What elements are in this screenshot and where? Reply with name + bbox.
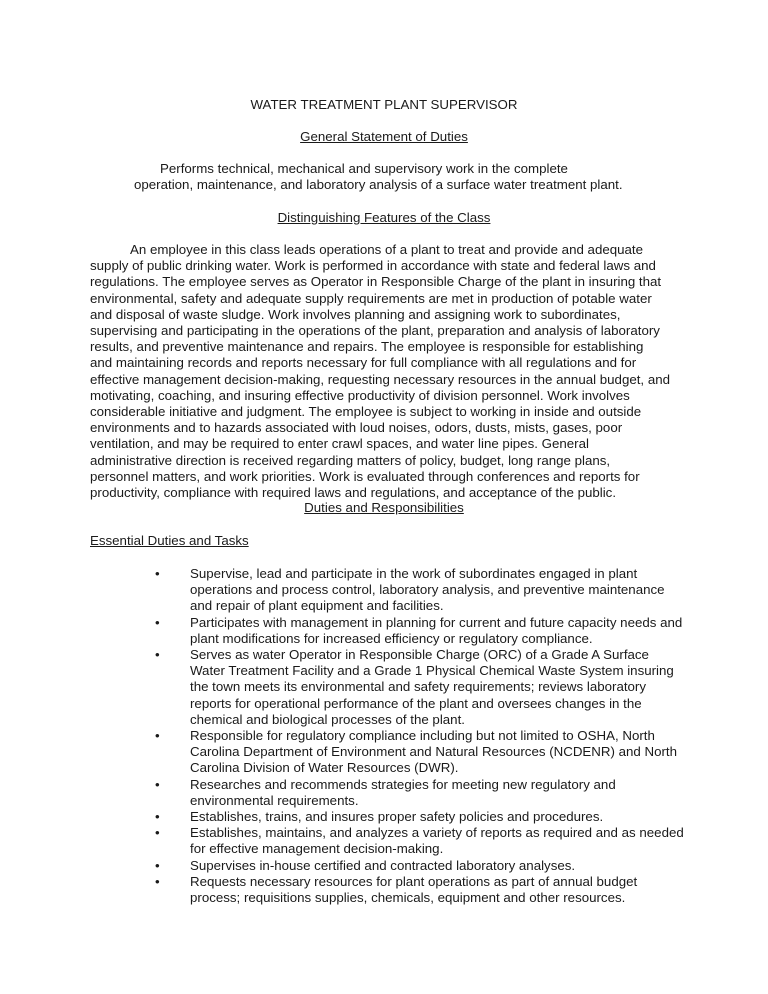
text-line: the town meets its environmental and safety requirements; reviews laboratory [190,679,647,695]
general-statement-text [120,161,680,193]
distinguishing-features-heading: Distinguishing Features of the Class [277,210,491,225]
bullet-icon: • [155,728,160,744]
list-item [148,858,708,874]
text-line: operations and process control, laboratory analysis, and preventive maintenance [190,582,665,598]
text-line: Researches and recommends strategies for meeting new regulatory and [190,776,616,792]
general-statement-heading: General Statement of Duties [300,129,468,144]
bullet-icon: • [155,857,160,873]
text-line: effective management decision-making, requesting necessary resources in the annual budget, and [90,371,670,387]
text-line: Supervise, lead and participate in the work of subordinates engaged in plant [190,566,638,581]
list-item [148,809,708,825]
bullet-icon: • [155,809,160,825]
bullet-icon: • [155,776,160,792]
text-line: environmental requirements. [190,792,359,808]
text-line: Participates with management in planning for current and future capacity needs and [190,614,683,630]
text-line: chemical and biological processes of the plant. [190,711,465,727]
list-item [148,615,708,647]
text-line: ventilation, and may be required to enter crawl spaces, and water line pipes. General [90,436,589,452]
text-line: personnel matters, and work priorities. Work is evaluated through conferences and reports for [90,468,640,484]
text-line: reports for operational performance of the plant and oversees changes in the [190,695,642,711]
text-line: Water Treatment Facility and a Grade 1 Physical Chemical Waste System insuring [190,663,674,679]
text-line: for effective management decision-making. [190,841,444,857]
duties-heading: Duties and Responsibilities [304,500,464,515]
text-line: considerable initiative and judgment. The employee is subject to working in inside and outside [90,404,642,420]
list-item [148,825,708,857]
distinguishing-features-paragraph [90,242,690,501]
text-line: administrative direction is received regarding matters of policy, budget, long range plans, [90,452,611,468]
text-line: motivating, coaching, and insuring effective productivity of division personnel. Work involves [90,387,630,403]
text-line: Supervises in-house certified and contracted laboratory analyses. [190,857,576,873]
text-line: plant modifications for increased efficiency or regulatory compliance. [190,630,593,646]
text-line: Carolina Division of Water Resources (DWR). [190,760,459,776]
text-line: and maintaining records and reports necessary for full compliance with all regulations and for [90,355,637,371]
text-line: results, and preventive maintenance and repairs. The employee is responsible for establishing [90,339,644,355]
document-title: WATER TREATMENT PLANT SUPERVISOR [250,97,518,112]
text-line: Responsible for regulatory compliance including but not limited to OSHA, North [190,728,655,744]
text-line: supply of public drinking water. Work is performed in accordance with state and federal laws and [90,258,656,274]
text-line: supervising and participating in the operations of the plant, preparation and analysis of laboratory [90,323,660,339]
text-line: environmental, safety and adequate supply requirements are met in production of potable water [90,290,652,306]
list-item [148,874,708,906]
bullet-icon: • [155,873,160,889]
bullet-icon: • [155,614,160,630]
duties-list [148,566,708,906]
list-item [148,647,708,728]
text-line: productivity, compliance with required laws and regulations, and acceptance of the public. [90,485,617,501]
text-line: Performs technical, mechanical and supervisory work in the complete [160,161,568,176]
bullet-icon: • [155,647,160,663]
text-line: Serves as water Operator in Responsible Charge (ORC) of a Grade A Surface [190,647,649,663]
text-line: Establishes, maintains, and analyzes a variety of reports as required and as needed [190,825,684,841]
list-item [148,566,708,615]
essential-duties-subheading: Essential Duties and Tasks [90,533,249,548]
text-line: Requests necessary resources for plant operations as part of annual budget [190,873,638,889]
text-line: Carolina Department of Environment and Natural Resources (NCDENR) and North [190,744,678,760]
bullet-icon: • [155,566,160,581]
text-line: regulations. The employee serves as Operator in Responsible Charge of the plant in insuring that [90,274,662,290]
text-line: operation, maintenance, and laboratory analysis of a surface water treatment plant. [134,177,623,193]
text-line: and repair of plant equipment and facilities. [190,598,444,614]
text-line: process; requisitions supplies, chemicals, equipment and other resources. [190,890,626,906]
list-item [148,728,708,777]
text-line: and disposal of waste sludge. Work involves planning and assigning work to subordinates, [90,306,621,322]
text-line: Establishes, trains, and insures proper safety policies and procedures. [190,809,604,825]
bullet-icon: • [155,825,160,841]
list-item [148,777,708,809]
text-line: An employee in this class leads operations of a plant to treat and provide and adequate [130,242,644,257]
text-line: environments and to hazards associated with loud noises, odors, dusts, mists, gases, poor [90,420,623,436]
